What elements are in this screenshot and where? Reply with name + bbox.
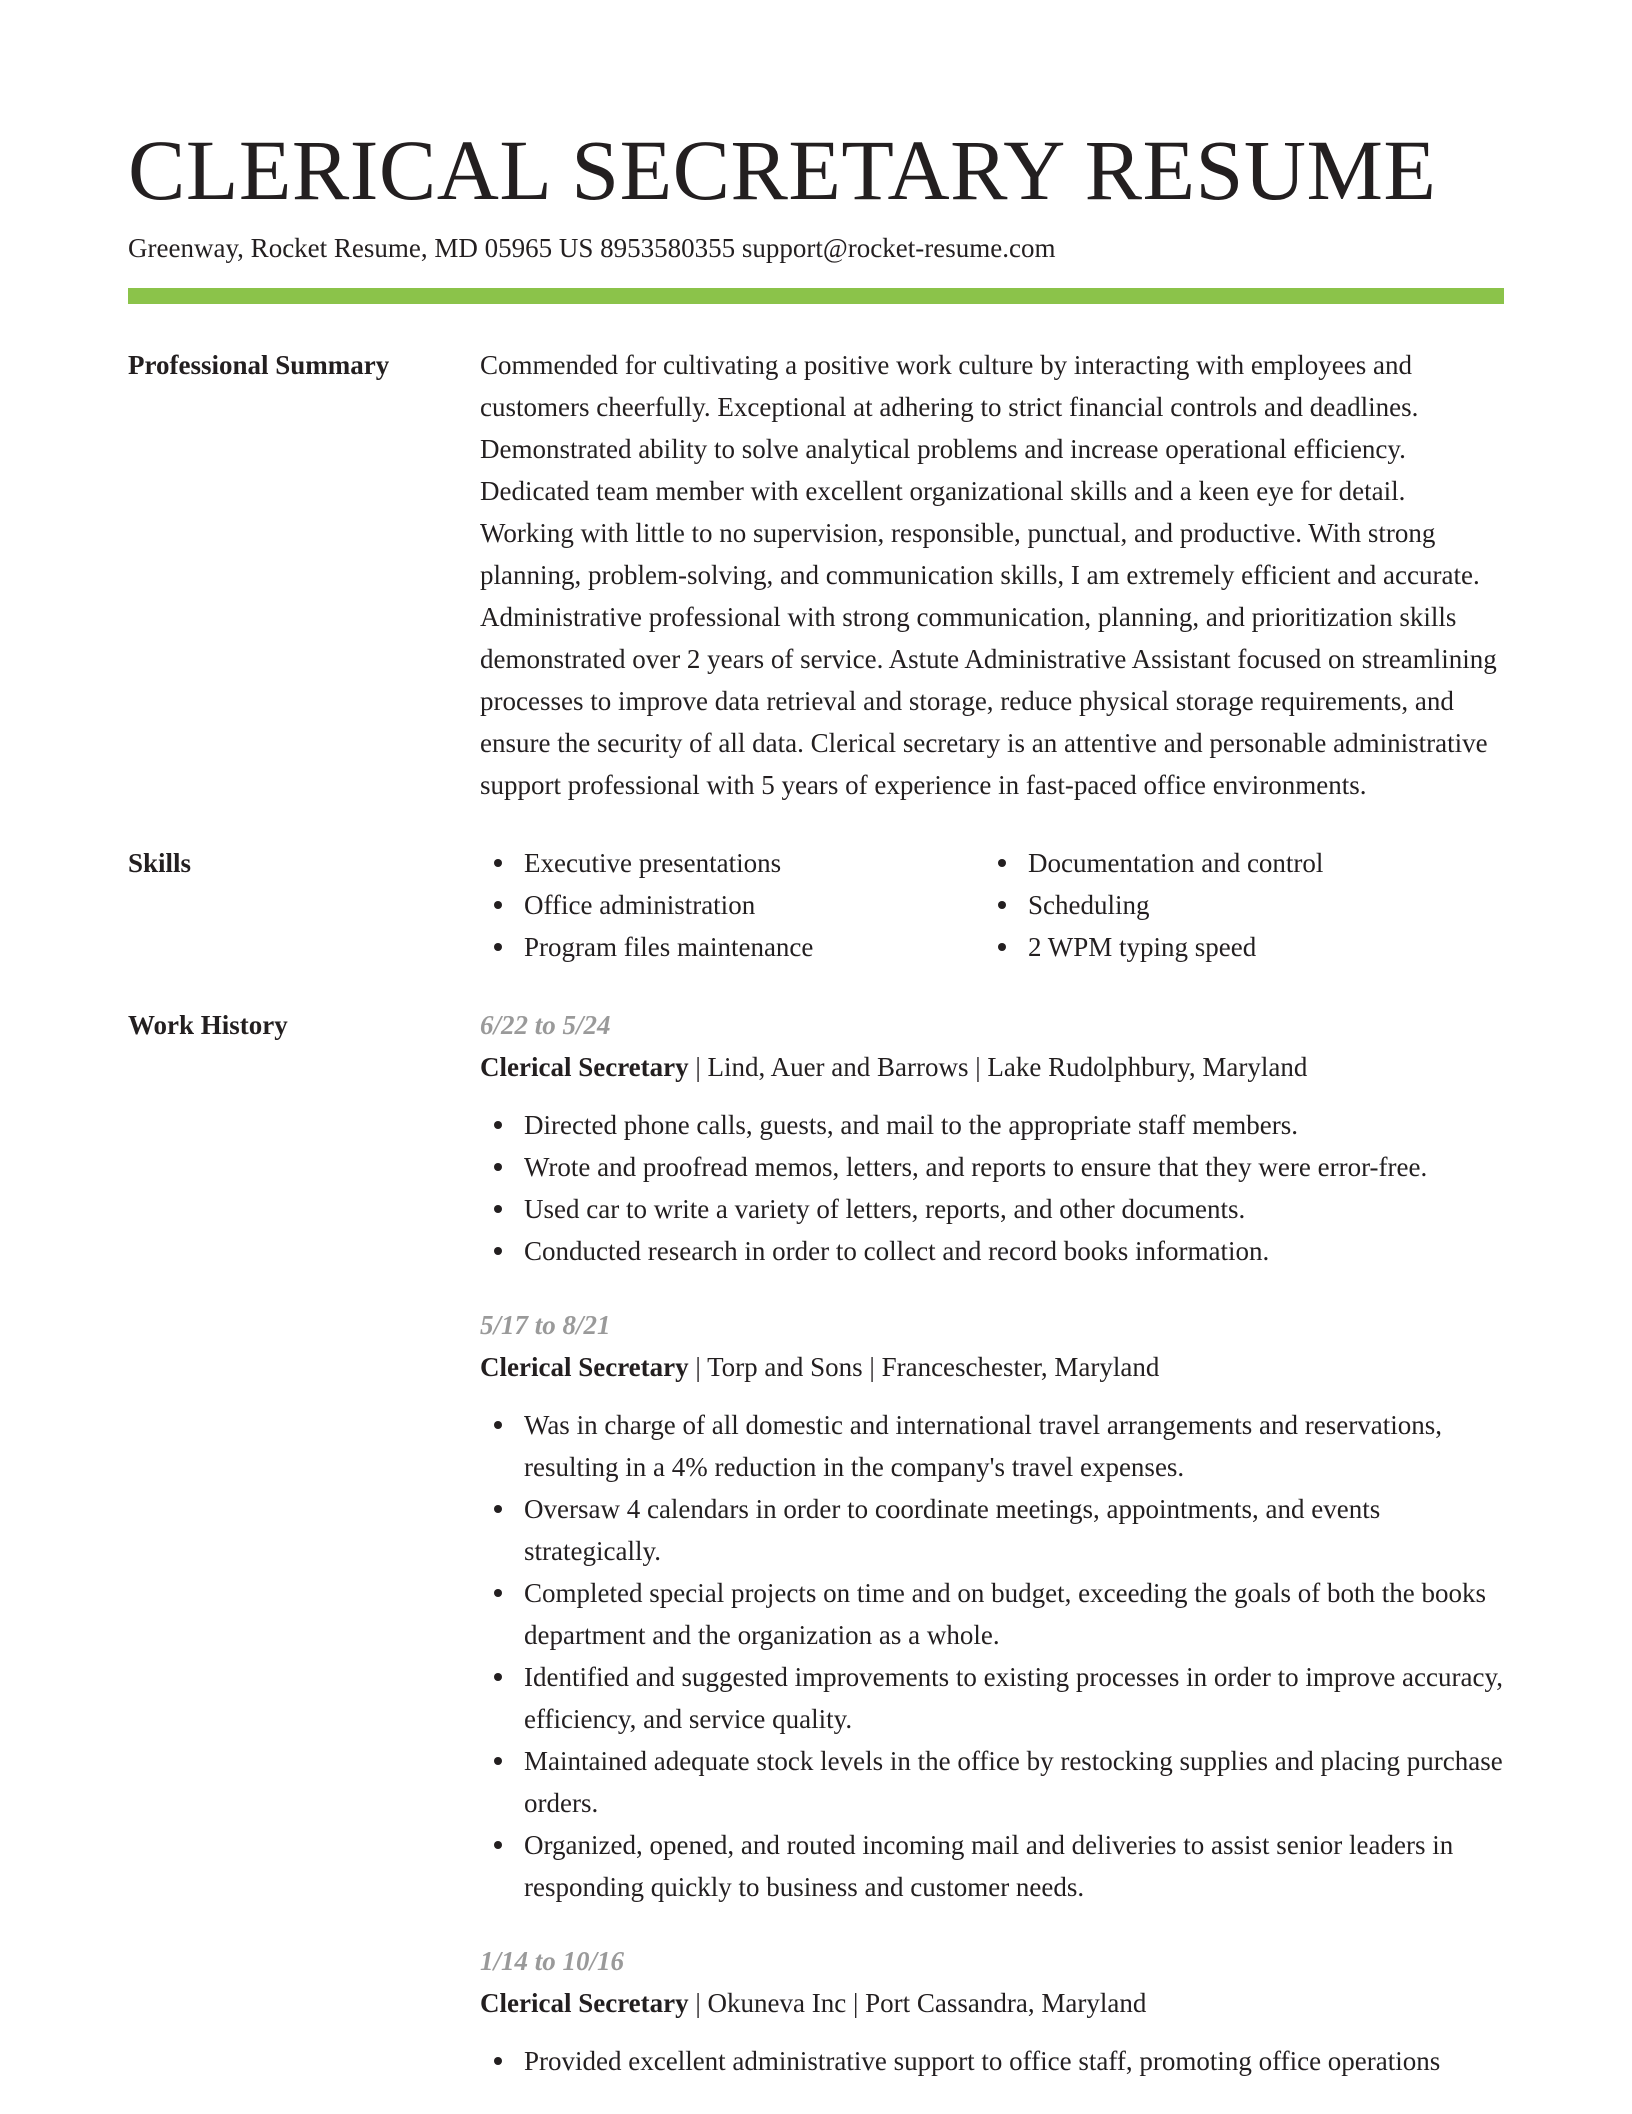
job-entry — [480, 1004, 1504, 1272]
contact-address: Greenway, Rocket Resume, MD 05965 US — [128, 233, 594, 263]
resume-title: CLERICAL SECRETARY RESUME — [128, 122, 1437, 218]
job-bullets — [480, 1104, 1504, 1272]
section-label-skills: Skills — [128, 848, 192, 878]
job-company-location: | Lind, Auer and Barrows | Lake Rudolphbury, Maryland — [688, 1052, 1308, 1082]
job-bullet: Directed phone calls, guests, and mail to the appropriate staff members. — [480, 1104, 1504, 1146]
job-title: Clerical Secretary — [480, 1052, 689, 1082]
summary-text: Commended for cultivating a positive work culture by interacting with employees and customers cheerfully. Exceptional at adhering to strict financial controls and deadlines. Demonstrated ability to solve analytical problems and increase operational efficiency. Dedicated team member with excellent organizational skills and a keen eye for detail. Working with little to no supervision, responsible, punctual, and productive. With strong planning, problem-solving, and communication skills, I am extremely efficient and accurate. Administrative professional with strong communication, planning, and prioritization skills demonstrated over 2 years of service. Astute Administrative Assistant focused on streamlining processes to improve data retrieval and storage, reduce physical storage requirements, and ensure the security of all data. Clerical secretary is an attentive and personable administrative support professional with 5 years of experience in fast-paced office environments. — [480, 350, 1497, 800]
job-bullet: Maintained adequate stock levels in the office by restocking supplies and placing purchase orders. — [480, 1740, 1504, 1824]
contact-line — [128, 230, 1504, 266]
skill-item: Documentation and control — [984, 842, 1504, 884]
job-bullet: Oversaw 4 calendars in order to coordinate meetings, appointments, and events strategically. — [480, 1488, 1504, 1572]
job-entry — [480, 1304, 1504, 1908]
job-entry — [480, 1940, 1504, 2082]
skill-item: Scheduling — [984, 884, 1504, 926]
job-title: Clerical Secretary — [480, 1352, 689, 1382]
job-bullet: Conducted research in order to collect and record books information. — [480, 1230, 1504, 1272]
job-bullet: Was in charge of all domestic and international travel arrangements and reservations, resulting in a 4% reduction in the company's travel expenses. — [480, 1404, 1504, 1488]
skill-item: Executive presentations — [480, 842, 984, 884]
skills-section — [128, 842, 1504, 968]
job-bullet: Completed special projects on time and on budget, exceeding the goals of both the books department and the organization as a whole. — [480, 1572, 1504, 1656]
job-bullet: Used car to write a variety of letters, reports, and other documents. — [480, 1188, 1504, 1230]
job-heading — [480, 1346, 1504, 1388]
job-bullet: Identified and suggested improvements to existing processes in order to improve accuracy, efficiency, and service quality. — [480, 1656, 1504, 1740]
contact-email: support@rocket-resume.com — [741, 233, 1056, 263]
job-heading — [480, 1046, 1504, 1088]
contact-phone: 8953580355 — [600, 233, 736, 263]
job-dates: 6/22 to 5/24 — [480, 1010, 611, 1040]
job-title: Clerical Secretary — [480, 1988, 689, 2018]
work-history-section — [128, 1004, 1504, 2114]
resume-page — [128, 0, 1504, 2114]
section-label-summary: Professional Summary — [128, 350, 390, 380]
job-bullets — [480, 2040, 1504, 2082]
skill-item: 2 WPM typing speed — [984, 926, 1504, 968]
professional-summary-section — [128, 344, 1504, 806]
job-bullet: Organized, opened, and routed incoming mail and deliveries to assist senior leaders in responding quickly to business and customer needs. — [480, 1824, 1504, 1908]
skill-item: Program files maintenance — [480, 926, 984, 968]
section-label-work: Work History — [128, 1010, 288, 1040]
accent-divider — [128, 288, 1504, 304]
job-company-location: | Torp and Sons | Franceschester, Maryland — [688, 1352, 1160, 1382]
job-bullet: Provided excellent administrative support to office staff, promoting office operations — [480, 2040, 1504, 2082]
job-dates: 1/14 to 10/16 — [480, 1946, 625, 1976]
job-dates: 5/17 to 8/21 — [480, 1310, 611, 1340]
job-bullets — [480, 1404, 1504, 1908]
skill-item: Office administration — [480, 884, 984, 926]
job-bullet: Wrote and proofread memos, letters, and reports to ensure that they were error-free. — [480, 1146, 1504, 1188]
job-heading — [480, 1982, 1504, 2024]
job-company-location: | Okuneva Inc | Port Cassandra, Maryland — [688, 1988, 1147, 2018]
skills-column-1 — [480, 842, 984, 968]
skills-column-2 — [984, 842, 1504, 968]
